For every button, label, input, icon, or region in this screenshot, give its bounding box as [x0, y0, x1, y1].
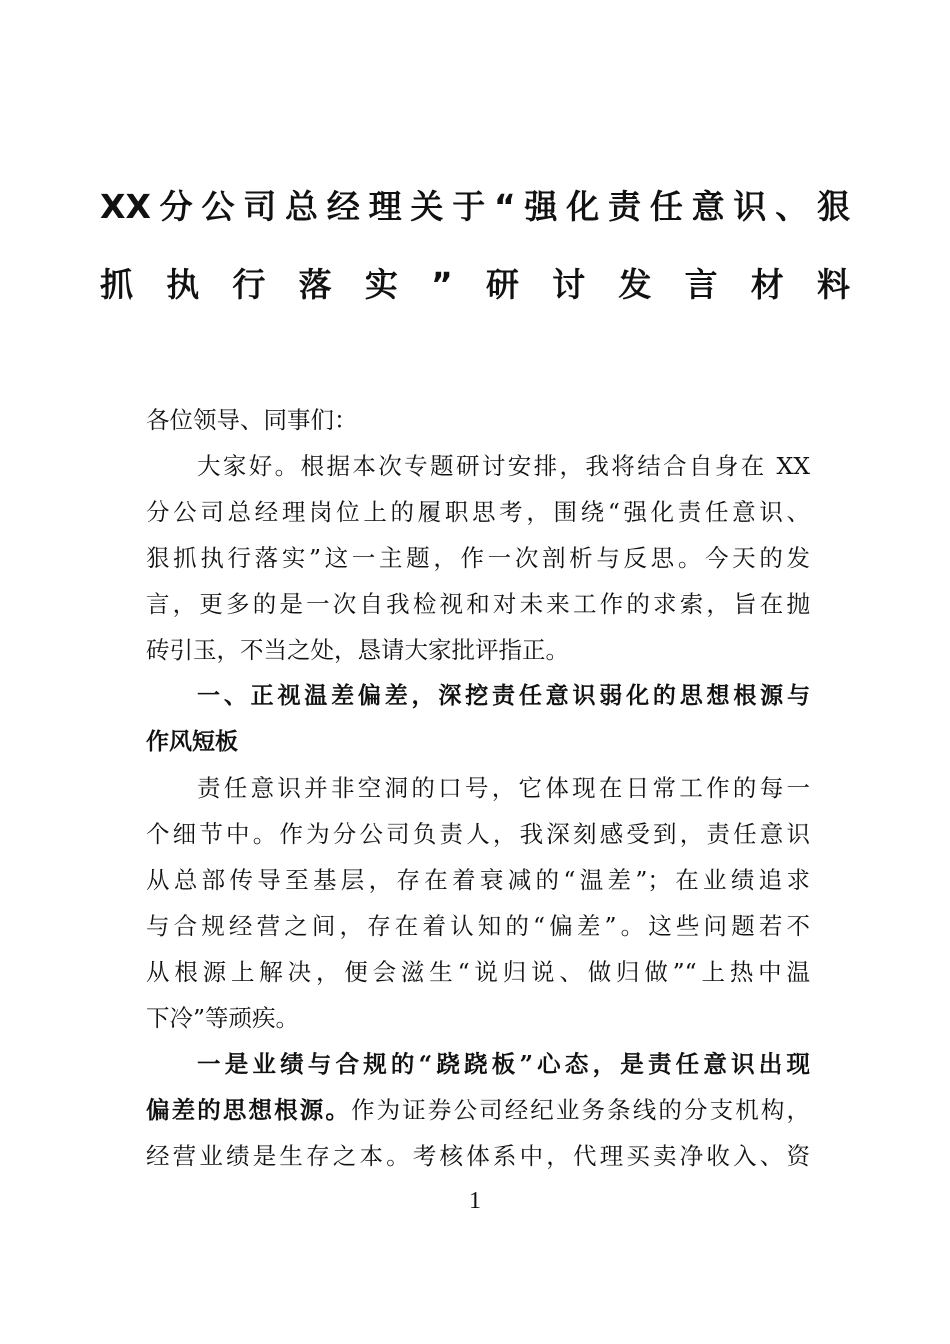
- title-line-2: 抓执行落实”研讨发言材料: [100, 265, 850, 304]
- intro-line: 砖引玉，不当之处，恳请大家批评指正。: [146, 636, 569, 664]
- document-title: [100, 168, 850, 324]
- title-line-1: XX分公司总经理关于“强化责任意识、狠: [100, 187, 850, 226]
- intro-line: 分公司总经理岗位上的履职思考，围绕“强化责任意识、: [146, 498, 810, 526]
- point-1-bold-line: 一是业绩与合规的“跷跷板”心态，是责任意识出现: [197, 1050, 810, 1078]
- point-1-bold-lead: 偏差的思想根源。: [146, 1096, 351, 1124]
- point-1-line: 经营业绩是生存之本。考核体系中，代理买卖净收入、资: [146, 1142, 810, 1170]
- point-1-line: [146, 1087, 810, 1133]
- paragraph-line: 下冷”等顽疾。: [146, 1004, 300, 1032]
- intro-line: 大家好。根据本次专题研讨安排，我将结合自身在 XX: [197, 452, 810, 480]
- paragraph-line: 与合规经营之间，存在着认知的“偏差”。这些问题若不: [146, 912, 810, 940]
- section-1-paragraph: [146, 765, 810, 1041]
- section-heading-line: 一、正视温差偏差，深挖责任意识弱化的思想根源与: [197, 683, 810, 709]
- salutation-text: 各位领导、同事们：: [146, 406, 358, 434]
- point-1-paragraph: [146, 1041, 810, 1179]
- section-heading-line: 作风短板: [146, 729, 238, 755]
- intro-line: 狠抓执行落实”这一主题，作一次剖析与反思。今天的发: [146, 544, 810, 572]
- point-1-text: 作为证券公司经纪业务条线的分支机构，: [350, 1096, 811, 1124]
- page-number: 1: [469, 1188, 481, 1214]
- paragraph-line: 责任意识并非空洞的口号，它体现在日常工作的每一: [197, 774, 810, 802]
- salutation: [146, 397, 810, 443]
- section-1-heading: [146, 673, 810, 765]
- intro-paragraph: [146, 443, 810, 673]
- intro-line: 言，更多的是一次自我检视和对未来工作的求索，旨在抛: [146, 590, 810, 618]
- paragraph-line: 从总部传导至基层，存在着衰减的“温差”；在业绩追求: [146, 866, 810, 894]
- document-body: [146, 397, 810, 1179]
- paragraph-line: 个细节中。作为分公司负责人，我深刻感受到，责任意识: [146, 820, 810, 848]
- paragraph-line: 从根源上解决，便会滋生“说归说、做归做”“上热中温: [146, 958, 810, 986]
